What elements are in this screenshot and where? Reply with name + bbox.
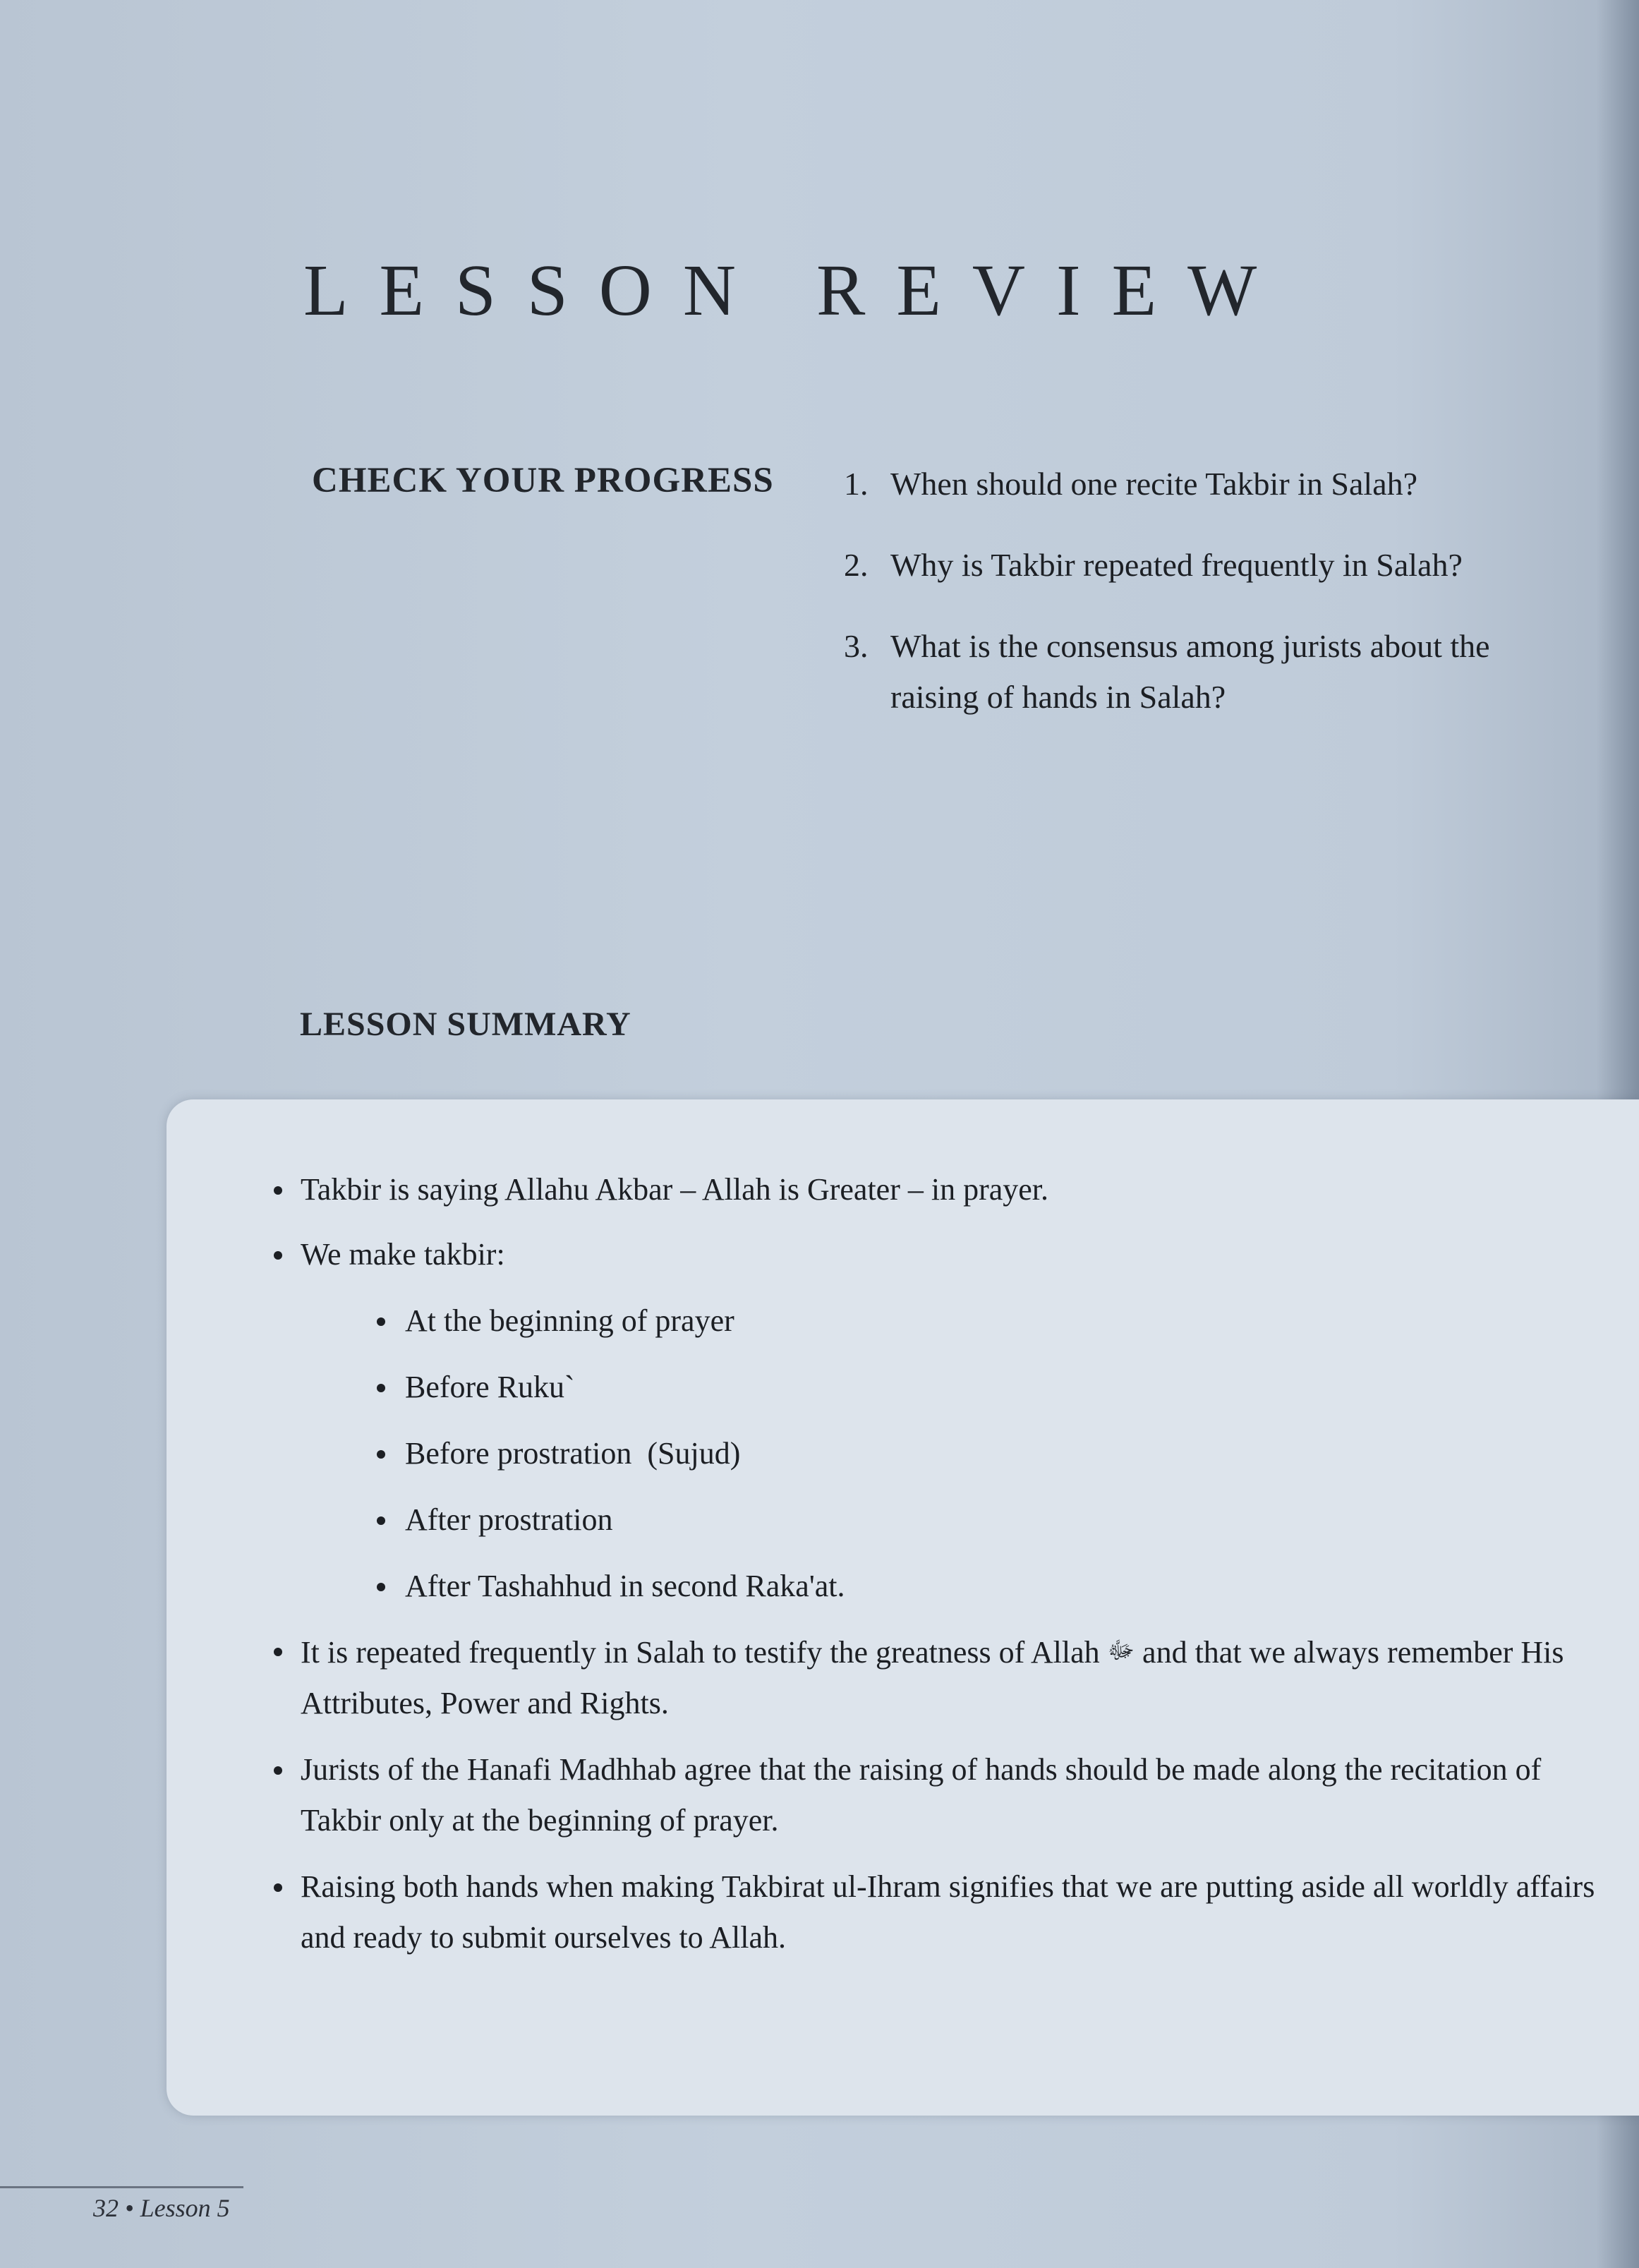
bullet-dot-icon — [274, 1883, 282, 1892]
salutation-symbol: ﷻ — [1107, 1638, 1135, 1664]
lesson-summary-heading: LESSON SUMMARY — [300, 1006, 631, 1043]
summary-bullet-text: Raising both hands when making Takbirat ul-Ihram signifies that we are putting aside all worldly affairs and ready to submit ourselves to Allah. — [301, 1869, 1595, 1955]
summary-sub-bullet — [271, 1428, 1597, 1479]
footer-rule — [0, 2186, 243, 2188]
question-number: 2. — [844, 547, 869, 583]
summary-bullet — [271, 1229, 1597, 1280]
bullet-dot-icon — [377, 1583, 385, 1591]
question-item — [844, 540, 1549, 591]
bullet-dot-icon — [274, 1766, 282, 1775]
summary-sub-bullet — [271, 1495, 1597, 1545]
summary-bullet-list — [271, 1164, 1597, 1963]
summary-bullet — [271, 1626, 1597, 1729]
bullet-dot-icon — [274, 1186, 282, 1195]
summary-sub-bullet — [271, 1362, 1597, 1413]
question-number: 1. — [844, 466, 869, 502]
question-text: What is the consensus among jurists about the raising of hands in Salah? — [890, 628, 1490, 715]
summary-sub-bullet — [271, 1561, 1597, 1612]
check-progress-heading: CHECK YOUR PROGRESS — [312, 461, 774, 500]
question-list — [844, 459, 1549, 753]
summary-sub-bullet-text: After prostration — [405, 1502, 613, 1537]
bullet-dot-icon — [377, 1516, 385, 1525]
summary-bullet-text: and that we always remember His Attributes, Power and Rights. — [301, 1635, 1564, 1720]
page-title: LESSON REVIEW — [303, 250, 1288, 331]
summary-bullet — [271, 1862, 1597, 1963]
question-item — [844, 459, 1549, 509]
summary-bullet-text: We make takbir: — [301, 1237, 505, 1272]
page-folio: 32 • Lesson 5 — [93, 2194, 230, 2222]
bullet-dot-icon — [274, 1251, 282, 1260]
question-text: Why is Takbir repeated frequently in Salah? — [890, 547, 1463, 583]
summary-bullet-text: Takbir is saying Allahu Akbar – Allah is Greater – in prayer. — [301, 1172, 1049, 1207]
summary-bullet-text: Jurists of the Hanafi Madhhab agree that the raising of hands should be made along the recitation of Takbir only at the beginning of prayer. — [301, 1752, 1542, 1838]
summary-sub-bullet-text: Before Ruku` — [405, 1370, 575, 1404]
summary-bullet-text: It is repeated frequently in Salah to testify the greatness of Allah — [301, 1635, 1100, 1670]
summary-sub-bullet-text: At the beginning of prayer — [405, 1303, 734, 1338]
summary-sub-bullet-text: Before prostration (Sujud) — [405, 1436, 741, 1471]
bullet-dot-icon — [377, 1317, 385, 1326]
summary-bullet — [271, 1744, 1597, 1846]
question-text: When should one recite Takbir in Salah? — [890, 466, 1418, 502]
summary-sub-bullet — [271, 1296, 1597, 1346]
bullet-dot-icon — [274, 1648, 282, 1656]
summary-sub-bullet-text: After Tashahhud in second Raka'at. — [405, 1569, 845, 1603]
bullet-dot-icon — [377, 1384, 385, 1392]
question-number: 3. — [844, 628, 869, 664]
bullet-dot-icon — [377, 1450, 385, 1459]
question-item — [844, 621, 1549, 723]
summary-bullet — [271, 1164, 1597, 1215]
